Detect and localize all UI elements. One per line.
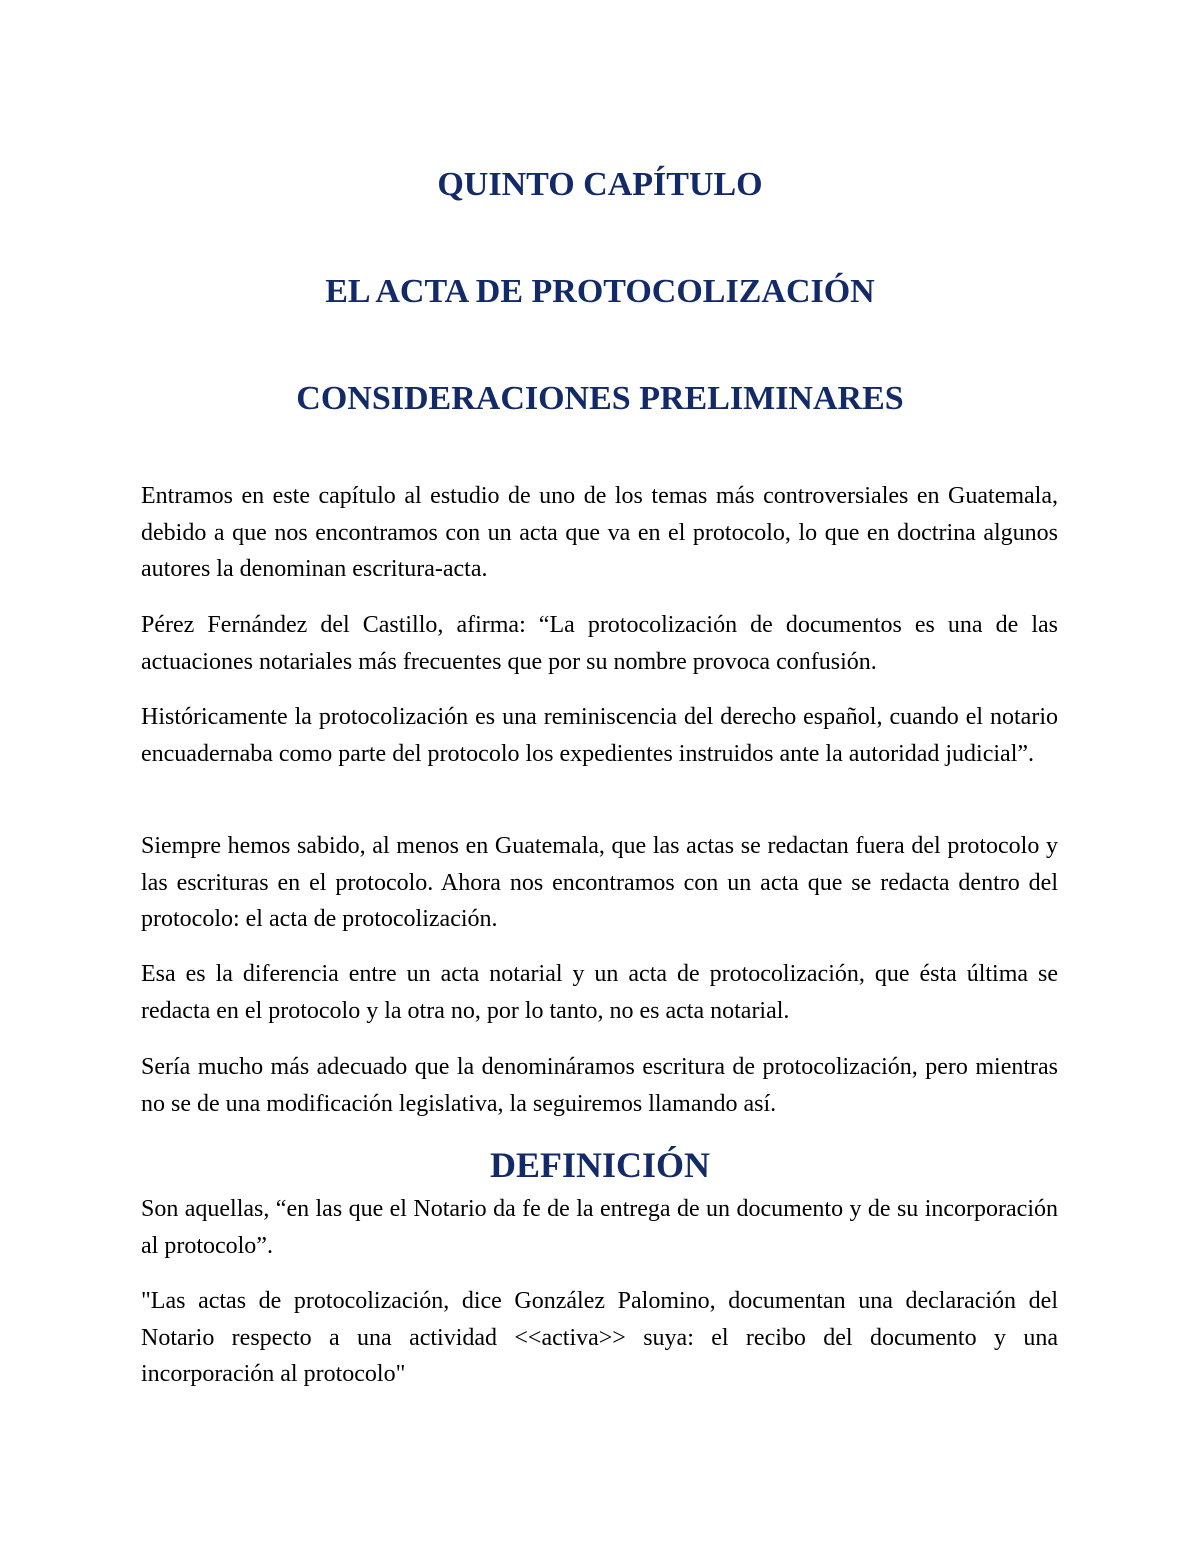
paragraph: Son aquellas, “en las que el Notario da fe de la entrega de un documento y de su incorporación al protocolo”. [141, 1196, 1058, 1259]
chapter-heading: QUINTO CAPÍTULO [437, 166, 763, 203]
paragraph: "Las actas de protocolización, dice González Palomino, documentan una declaración del Notario respecto a una actividad <<activa>> suya: el recibo del documento y una incorporación al protocolo" [141, 1288, 1058, 1387]
paragraph: Sería mucho más adecuado que la denomináramos escritura de protocolización, pero mientras no se de una modificación legislativa, la seguiremos llamando así. [141, 1054, 1058, 1117]
title-heading: EL ACTA DE PROTOCOLIZACIÓN [325, 273, 875, 310]
section-heading-preliminary: CONSIDERACIONES PRELIMINARES [296, 380, 904, 417]
section-heading-definition: DEFINICIÓN [489, 1145, 711, 1185]
paragraph: Entramos en este capítulo al estudio de uno de los temas más controversiales en Guatemala, debido a que nos encontramos con un acta que va en el protocolo, lo que en doctrina algunos autores la denominan escritura-acta. [141, 483, 1058, 582]
paragraph: Históricamente la protocolización es una reminiscencia del derecho español, cuando el notario encuadernaba como parte del protocolo los expedientes instruidos ante la autoridad judicial”. [141, 704, 1058, 767]
paragraph: Esa es la diferencia entre un acta notarial y un acta de protocolización, que ésta última se redacta en el protocolo y la otra no, por lo tanto, no es acta notarial. [141, 961, 1058, 1024]
paragraph: Siempre hemos sabido, al menos en Guatemala, que las actas se redactan fuera del protocolo y las escrituras en el protocolo. Ahora nos encontramos con un acta que se redacta dentro del protocolo: el acta de protocolización. [141, 833, 1058, 932]
paragraph: Pérez Fernández del Castillo, afirma: “La protocolización de documentos es una de las actuaciones notariales más frecuentes que por su nombre provoca confusión. [141, 612, 1058, 675]
